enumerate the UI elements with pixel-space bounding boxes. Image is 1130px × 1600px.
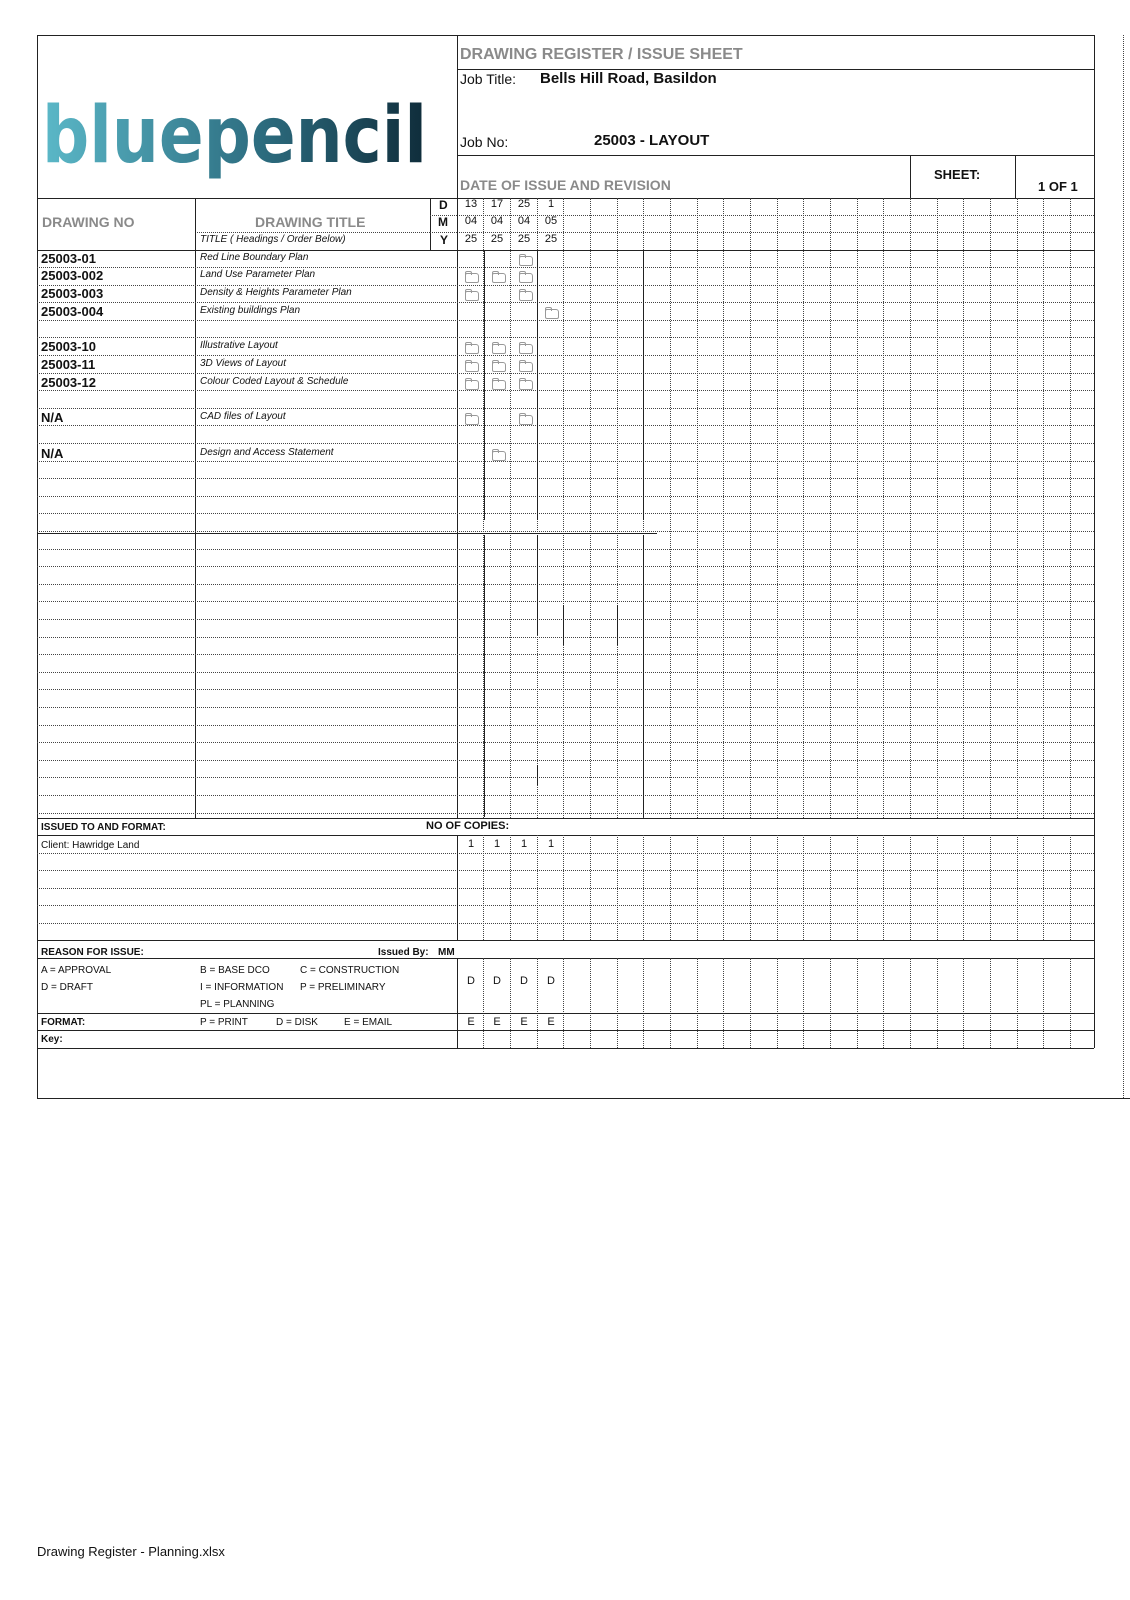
reason-value-2: D <box>493 975 501 987</box>
format-code: E = EMAIL <box>344 1017 393 1028</box>
grid-line <box>37 619 1094 620</box>
reason-code: D = DRAFT <box>41 982 93 993</box>
grid-line <box>37 461 1094 462</box>
drawing-title: Density & Heights Parameter Plan <box>200 287 352 298</box>
grid-line <box>723 958 724 1048</box>
day-label: D <box>439 198 448 212</box>
grid-line <box>990 958 991 1048</box>
grid-line <box>37 940 1094 941</box>
grid-line <box>1070 835 1071 940</box>
grid-line <box>697 958 698 1048</box>
grid-line <box>37 888 1094 889</box>
date-year-3: 25 <box>517 233 531 245</box>
copies-label: NO OF COPIES: <box>426 820 510 832</box>
grid-line <box>1017 835 1018 940</box>
folder-icon <box>465 380 479 390</box>
drawing-number: 25003-11 <box>41 357 96 372</box>
logo-text: bluepencil <box>42 91 427 180</box>
grid-line <box>457 35 458 198</box>
grid-line <box>37 443 1094 444</box>
grid-line <box>37 958 1094 959</box>
date-month-1: 04 <box>464 215 478 227</box>
grid-line <box>937 835 938 940</box>
grid-line <box>37 478 1094 479</box>
folder-icon <box>519 380 533 390</box>
issued-by-label: Issued By: <box>378 947 429 958</box>
grid-line <box>750 958 751 1048</box>
grid-line <box>37 725 1094 726</box>
sheet-value: 1 OF 1 <box>1038 179 1078 194</box>
drawing-title: 3D Views of Layout <box>200 358 286 369</box>
grid-line <box>37 672 1094 673</box>
grid-line <box>723 835 724 940</box>
folder-icon <box>519 256 533 266</box>
grid-line <box>430 215 457 216</box>
year-label: Y <box>440 233 449 247</box>
grid-line <box>37 601 1094 602</box>
sheet-label: SHEET: <box>934 167 981 182</box>
format-value-1: E <box>467 1016 475 1028</box>
date-month-3: 04 <box>517 215 531 227</box>
drawing-title-header: DRAWING TITLE <box>255 214 366 230</box>
reason-label: REASON FOR ISSUE: <box>41 947 144 958</box>
grid-line <box>37 531 1094 532</box>
drawing-title: Land Use Parameter Plan <box>200 269 316 280</box>
folder-icon <box>492 451 506 461</box>
grid-line <box>457 215 1094 216</box>
date-day-3: 25 <box>517 198 531 210</box>
grid-line <box>457 835 458 940</box>
date-year-1: 25 <box>464 233 478 245</box>
grid-line <box>910 155 911 198</box>
drawing-title: Existing buildings Plan <box>200 305 301 316</box>
grid-line <box>537 535 538 635</box>
reason-code: A = APPROVAL <box>41 965 112 976</box>
grid-line <box>37 870 1094 871</box>
grid-line <box>537 835 538 940</box>
drawing-number: N/A <box>41 446 64 461</box>
drawing-title: Illustrative Layout <box>200 340 278 351</box>
format-label: FORMAT: <box>41 1017 86 1028</box>
grid-line <box>830 835 831 940</box>
grid-line <box>1043 835 1044 940</box>
grid-line <box>803 835 804 940</box>
format-value-4: E <box>547 1016 555 1028</box>
grid-line <box>37 250 1094 251</box>
grid-line <box>37 853 1094 854</box>
grid-line <box>37 654 1094 655</box>
grid-line <box>697 835 698 940</box>
date-month-4: 05 <box>544 215 558 227</box>
job-title-label: Job Title: <box>460 71 517 87</box>
grid-line <box>37 373 1094 374</box>
drawing-number: 25003-10 <box>41 339 96 354</box>
grid-line <box>537 250 538 520</box>
folder-icon <box>519 273 533 283</box>
folder-icon <box>519 362 533 372</box>
issued-by-value: MM <box>438 947 455 958</box>
grid-line <box>537 765 538 785</box>
grid-line <box>617 605 618 645</box>
drawing-title: Design and Access Statement <box>200 447 334 458</box>
format-value-2: E <box>493 1016 501 1028</box>
grid-line <box>37 923 1094 924</box>
logo-wordmark <box>42 80 432 180</box>
grid-line <box>563 958 564 1048</box>
grid-line <box>457 155 1094 156</box>
grid-line <box>1017 958 1018 1048</box>
drawing-title: CAD files of Layout <box>200 411 286 422</box>
job-no-value: 25003 - LAYOUT <box>594 132 710 149</box>
grid-line <box>1070 958 1071 1048</box>
reason-value-4: D <box>547 975 555 987</box>
reason-value-3: D <box>520 975 528 987</box>
grid-line <box>37 549 1094 550</box>
grid-line <box>37 1013 1094 1014</box>
date-year-2: 25 <box>490 233 504 245</box>
client-name: Client: Hawridge Land <box>41 840 140 851</box>
drawing-no-header: DRAWING NO <box>42 214 135 230</box>
grid-line <box>777 835 778 940</box>
copies-3: 1 <box>520 838 528 850</box>
grid-line <box>37 813 1094 814</box>
job-title-value: Bells Hill Road, Basildon <box>540 70 717 87</box>
grid-line <box>803 958 804 1048</box>
drawing-number: 25003-12 <box>41 375 96 390</box>
grid-line <box>990 835 991 940</box>
reason-code: PL = PLANNING <box>200 999 275 1010</box>
folder-icon <box>492 344 506 354</box>
drawing-number: 25003-004 <box>41 304 104 319</box>
grid-line <box>963 958 964 1048</box>
grid-line <box>37 408 1094 409</box>
month-label: M <box>438 215 448 229</box>
grid-line <box>483 835 484 940</box>
folder-icon <box>465 273 479 283</box>
grid-line <box>37 566 1094 567</box>
folder-icon <box>492 380 506 390</box>
grid-line <box>457 1030 458 1048</box>
grid-line <box>484 250 485 520</box>
date-day-1: 13 <box>464 198 478 210</box>
grid-line <box>37 905 1094 906</box>
drawing-title: Red Line Boundary Plan <box>200 252 309 263</box>
folder-icon <box>465 291 479 301</box>
job-no-label: Job No: <box>460 134 509 150</box>
grid-line <box>37 533 657 534</box>
grid-line <box>643 835 644 940</box>
grid-line <box>37 760 1094 761</box>
grid-line <box>37 818 1094 819</box>
folder-icon <box>519 291 533 301</box>
grid-line <box>37 1098 1130 1099</box>
grid-line <box>37 425 1094 426</box>
grid-line <box>670 835 671 940</box>
grid-line <box>37 707 1094 708</box>
key-label: Key: <box>41 1034 63 1045</box>
grid-line <box>37 320 1094 321</box>
drawing-number: N/A <box>41 410 64 425</box>
grid-line <box>37 35 1094 36</box>
date-of-issue-label: DATE OF ISSUE AND REVISION <box>460 177 671 193</box>
footer-filename: Drawing Register - Planning.xlsx <box>37 1544 225 1559</box>
grid-line <box>617 958 618 1048</box>
issued-to-label: ISSUED TO AND FORMAT: <box>41 822 166 833</box>
folder-icon <box>519 344 533 354</box>
grid-line <box>457 232 1094 233</box>
grid-line <box>883 835 884 940</box>
date-month-2: 04 <box>490 215 504 227</box>
grid-line <box>37 267 1094 268</box>
grid-line <box>510 958 511 1048</box>
reason-value-1: D <box>467 975 475 987</box>
grid-line <box>37 513 1094 514</box>
reason-code: C = CONSTRUCTION <box>300 965 400 976</box>
reason-code: B = BASE DCO <box>200 965 270 976</box>
grid-line <box>590 835 591 940</box>
grid-line <box>37 835 1094 836</box>
reason-code: I = INFORMATION <box>200 982 284 993</box>
copies-1: 1 <box>467 838 475 850</box>
grid-line <box>537 958 538 1048</box>
grid-line <box>1094 35 1095 1048</box>
grid-line <box>430 232 457 233</box>
title-subheader: TITLE ( Headings / Order Below) <box>200 234 346 245</box>
grid-line <box>484 535 485 817</box>
grid-line <box>750 835 751 940</box>
folder-icon <box>465 362 479 372</box>
drawing-title: Colour Coded Layout & Schedule <box>200 376 349 387</box>
grid-line <box>910 835 911 940</box>
grid-line <box>195 232 430 233</box>
grid-line <box>617 835 618 940</box>
grid-line <box>857 835 858 940</box>
folder-icon <box>465 344 479 354</box>
grid-line <box>643 250 644 520</box>
grid-line <box>563 835 564 940</box>
grid-line <box>643 535 644 817</box>
grid-line <box>643 958 644 1048</box>
copies-2: 1 <box>493 838 501 850</box>
grid-line <box>830 958 831 1048</box>
date-day-4: 1 <box>547 198 555 210</box>
register-title: DRAWING REGISTER / ISSUE SHEET <box>460 46 743 63</box>
grid-line <box>457 69 1094 70</box>
grid-line <box>1123 35 1124 1098</box>
grid-line <box>37 795 1094 796</box>
folder-icon <box>492 273 506 283</box>
grid-line <box>37 337 1094 338</box>
grid-line <box>37 689 1094 690</box>
grid-line <box>1015 155 1016 198</box>
drawing-number: 25003-003 <box>41 286 104 301</box>
grid-line <box>37 1030 1094 1031</box>
format-value-3: E <box>520 1016 528 1028</box>
reason-code: P = PRELIMINARY <box>300 982 386 993</box>
grid-line <box>37 584 1094 585</box>
grid-line <box>37 496 1094 497</box>
grid-line <box>590 958 591 1048</box>
bluepencil-logo <box>42 80 432 180</box>
grid-line <box>563 605 564 645</box>
grid-line <box>37 777 1094 778</box>
format-code: P = PRINT <box>200 1017 248 1028</box>
grid-line <box>37 285 1094 286</box>
grid-line <box>1043 958 1044 1048</box>
grid-line <box>37 390 1094 391</box>
drawing-number: 25003-002 <box>41 268 104 283</box>
grid-line <box>777 958 778 1048</box>
grid-line <box>670 958 671 1048</box>
grid-line <box>483 958 484 1048</box>
grid-line <box>37 1048 1094 1049</box>
date-year-4: 25 <box>544 233 558 245</box>
grid-line <box>883 958 884 1048</box>
grid-line <box>430 198 431 250</box>
grid-line <box>963 835 964 940</box>
folder-icon <box>492 362 506 372</box>
grid-line <box>37 742 1094 743</box>
folder-icon <box>465 415 479 425</box>
grid-line <box>910 958 911 1048</box>
grid-line <box>37 637 1094 638</box>
folder-icon <box>519 415 533 425</box>
grid-line <box>857 958 858 1048</box>
format-code: D = DISK <box>276 1017 318 1028</box>
date-day-2: 17 <box>490 198 504 210</box>
grid-line <box>510 835 511 940</box>
copies-4: 1 <box>547 838 555 850</box>
grid-line <box>937 958 938 1048</box>
drawing-number: 25003-01 <box>41 251 96 266</box>
grid-line <box>37 302 1094 303</box>
folder-icon <box>545 309 559 319</box>
grid-line <box>37 355 1094 356</box>
